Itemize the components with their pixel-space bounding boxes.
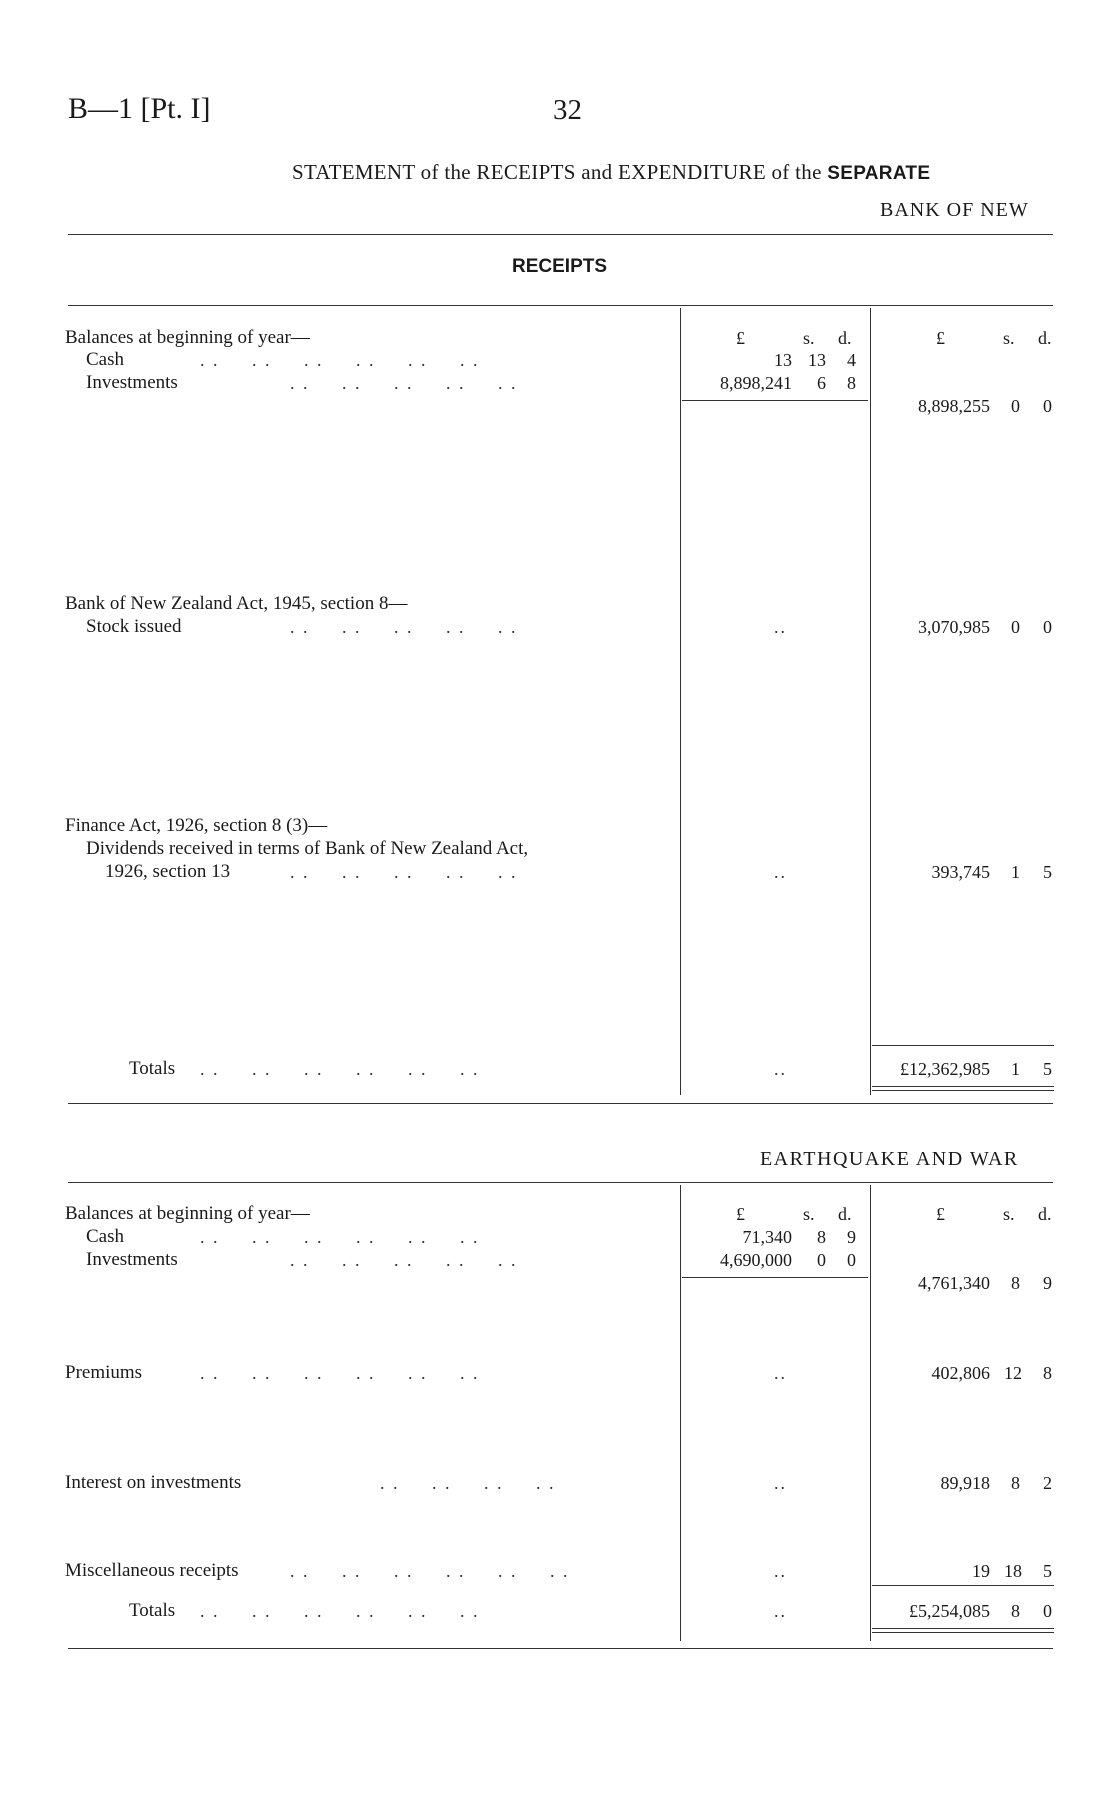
document-reference: B—1 [Pt. I] — [68, 92, 211, 125]
leader-dots: . . . . . . . . . . . . — [290, 1561, 570, 1581]
interest-pence: 2 — [1043, 1473, 1052, 1493]
leader-dots: . . . . . . . . — [380, 1473, 556, 1493]
misc-receipts-pounds: 19 — [972, 1561, 990, 1581]
subtotal-rule — [682, 1277, 868, 1278]
outer-pence-header: d. — [1038, 328, 1052, 348]
investments-pounds: 8,898,241 — [720, 373, 792, 393]
stock-issued-pounds: 3,070,985 — [918, 617, 990, 637]
leader-dots: . . . . . . . . . . . . — [200, 350, 480, 370]
inner-pence-header: d. — [838, 328, 852, 348]
inner-column-dots: .. — [774, 1473, 787, 1493]
inner-shilling-header: s. — [803, 1204, 815, 1224]
cash-pounds: 71,340 — [742, 1227, 792, 1247]
outer-pence-header: d. — [1038, 1204, 1052, 1224]
premiums-label: Premiums — [65, 1362, 143, 1383]
inner-column-dots: .. — [774, 1561, 787, 1581]
inner-column-dots: .. — [774, 617, 787, 637]
totals-shillings: 1 — [1011, 1059, 1020, 1079]
leader-dots: . . . . . . . . . . — [290, 373, 518, 393]
balances-label: Balances at beginning of year— — [65, 327, 310, 348]
totals-rule-top — [872, 1045, 1054, 1046]
outer-shilling-header: s. — [1003, 1204, 1015, 1224]
divider-section2 — [68, 1182, 1053, 1183]
misc-receipts-shillings: 18 — [1004, 1561, 1022, 1581]
finance-act-label: Finance Act, 1926, section 8 (3)— — [65, 815, 328, 836]
totals-rule-bottom — [872, 1086, 1054, 1087]
receipts-heading: RECEIPTS — [512, 256, 608, 277]
page-number: 32 — [553, 94, 582, 126]
cash-shillings: 8 — [817, 1227, 826, 1247]
leader-dots: . . . . . . . . . . — [290, 862, 518, 882]
interest-shillings: 8 — [1011, 1473, 1020, 1493]
inner-pence-header: d. — [838, 1204, 852, 1224]
dividends-pence: 5 — [1043, 862, 1052, 882]
inner-column-dots: .. — [774, 862, 787, 882]
earthquake-war-heading: EARTHQUAKE AND WAR — [760, 1148, 1019, 1170]
divider-receipts — [68, 305, 1053, 306]
totals-pence: 5 — [1043, 1059, 1052, 1079]
investments-pounds: 4,690,000 — [720, 1250, 792, 1270]
interest-pounds: 89,918 — [940, 1473, 990, 1493]
balances-total-pence: 9 — [1043, 1273, 1052, 1293]
investments-shillings: 6 — [817, 373, 826, 393]
column-rule-inner — [680, 308, 681, 1095]
investments-label: Investments — [86, 1249, 178, 1270]
interest-label: Interest on investments — [65, 1472, 242, 1493]
balances-total-shillings: 8 — [1011, 1273, 1020, 1293]
statement-title-line1 — [292, 160, 930, 185]
cash-pence: 9 — [847, 1227, 856, 1247]
inner-column-dots: .. — [774, 1059, 787, 1079]
leader-dots: . . . . . . . . . . — [290, 617, 518, 637]
totals-pence: 0 — [1043, 1601, 1052, 1621]
premiums-shillings: 12 — [1004, 1363, 1022, 1383]
cash-pounds: 13 — [774, 350, 792, 370]
inner-shilling-header: s. — [803, 328, 815, 348]
inner-pound-header: £ — [736, 328, 745, 348]
outer-pound-header: £ — [936, 1204, 945, 1224]
cash-pence: 4 — [847, 350, 856, 370]
leader-dots: . . . . . . . . . . — [290, 1250, 518, 1270]
premiums-pounds: 402,806 — [931, 1363, 990, 1383]
leader-dots: . . . . . . . . . . . . — [200, 1601, 480, 1621]
misc-receipts-label: Miscellaneous receipts — [65, 1560, 239, 1581]
premiums-pence: 8 — [1043, 1363, 1052, 1383]
subtotal-rule — [682, 400, 868, 401]
totals-rule-bottom — [872, 1628, 1054, 1629]
totals-pounds: £5,254,085 — [909, 1601, 990, 1621]
balances-label: Balances at beginning of year— — [65, 1203, 310, 1224]
divider-bottom — [68, 1648, 1053, 1649]
totals-rule-top — [872, 1585, 1054, 1586]
statement-title-bold: SEPARATE — [827, 163, 931, 184]
leader-dots: . . . . . . . . . . . . — [200, 1059, 480, 1079]
dividends-shillings: 1 — [1011, 862, 1020, 882]
totals-label: Totals — [129, 1600, 176, 1621]
investments-pence: 0 — [847, 1250, 856, 1270]
column-rule-outer — [870, 1185, 871, 1641]
investments-label: Investments — [86, 372, 178, 393]
balances-total-pence: 0 — [1043, 396, 1052, 416]
statement-title-prefix: STATEMENT of the RECEIPTS and EXPENDITURE of the — [292, 160, 822, 184]
stock-issued-label: Stock issued — [86, 616, 182, 637]
dividends-pounds: 393,745 — [931, 862, 990, 882]
outer-shilling-header: s. — [1003, 328, 1015, 348]
outer-pound-header: £ — [936, 328, 945, 348]
divider-section-end — [68, 1103, 1053, 1104]
statement-title-line2: BANK OF NEW — [880, 199, 1029, 221]
balances-total-shillings: 0 — [1011, 396, 1020, 416]
dividends-label: Dividends received in terms of Bank of New Zealand Act, — [86, 838, 529, 859]
inner-pound-header: £ — [736, 1204, 745, 1224]
balances-total-pounds: 4,761,340 — [918, 1273, 990, 1293]
divider-top — [68, 234, 1053, 235]
cash-shillings: 13 — [808, 350, 826, 370]
balances-total-pounds: 8,898,255 — [918, 396, 990, 416]
column-rule-outer — [870, 308, 871, 1095]
totals-shillings: 8 — [1011, 1601, 1020, 1621]
cash-label: Cash — [86, 1226, 124, 1247]
totals-rule-double — [872, 1090, 1054, 1091]
stock-issued-shillings: 0 — [1011, 617, 1020, 637]
stock-issued-pence: 0 — [1043, 617, 1052, 637]
totals-pounds: £12,362,985 — [900, 1059, 990, 1079]
cash-label: Cash — [86, 349, 124, 370]
inner-column-dots: .. — [774, 1363, 787, 1383]
dividends-label-cont: 1926, section 13 — [105, 861, 231, 882]
bank-act-label: Bank of New Zealand Act, 1945, section 8— — [65, 593, 408, 614]
leader-dots: . . . . . . . . . . . . — [200, 1227, 480, 1247]
investments-shillings: 0 — [817, 1250, 826, 1270]
investments-pence: 8 — [847, 373, 856, 393]
totals-rule-double — [872, 1632, 1054, 1633]
misc-receipts-pence: 5 — [1043, 1561, 1052, 1581]
leader-dots: . . . . . . . . . . . . — [200, 1363, 480, 1383]
inner-column-dots: .. — [774, 1601, 787, 1621]
totals-label: Totals — [129, 1058, 176, 1079]
